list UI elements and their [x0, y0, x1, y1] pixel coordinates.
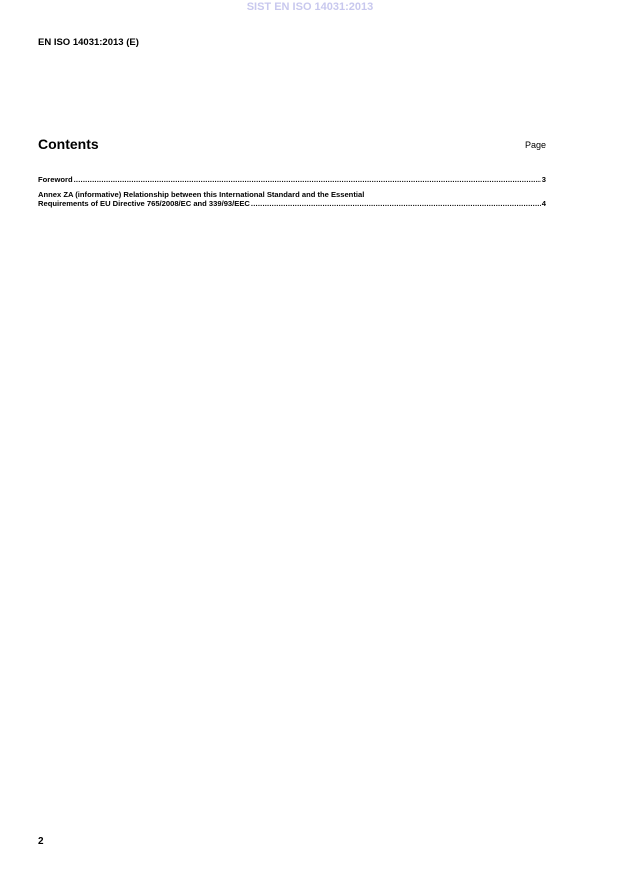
watermark: SIST EN ISO 14031:2013: [246, 1, 374, 13]
toc-entry-page: 3: [541, 175, 546, 184]
toc-page-label: Page: [524, 140, 546, 150]
dot-leader: [74, 175, 541, 184]
toc-entry-text: Foreword: [38, 175, 73, 184]
document-id: EN ISO 14031:2013 (E): [38, 37, 139, 48]
dot-leader: [251, 199, 541, 208]
page-number: 2: [38, 836, 44, 847]
toc-entry-text-line2: Requirements of EU Directive 765/2008/EC and 339/93/EEC: [38, 199, 250, 208]
toc-entry-page: 4: [541, 199, 546, 208]
toc-entry-foreword[interactable]: [38, 175, 546, 184]
toc-title: Contents: [38, 136, 99, 152]
toc-entry-annex-za[interactable]: [38, 190, 546, 208]
table-of-contents: [38, 175, 546, 208]
toc-entry-text-line1: Annex ZA (informative) Relationship between this International Standard and the Essential: [38, 190, 365, 199]
